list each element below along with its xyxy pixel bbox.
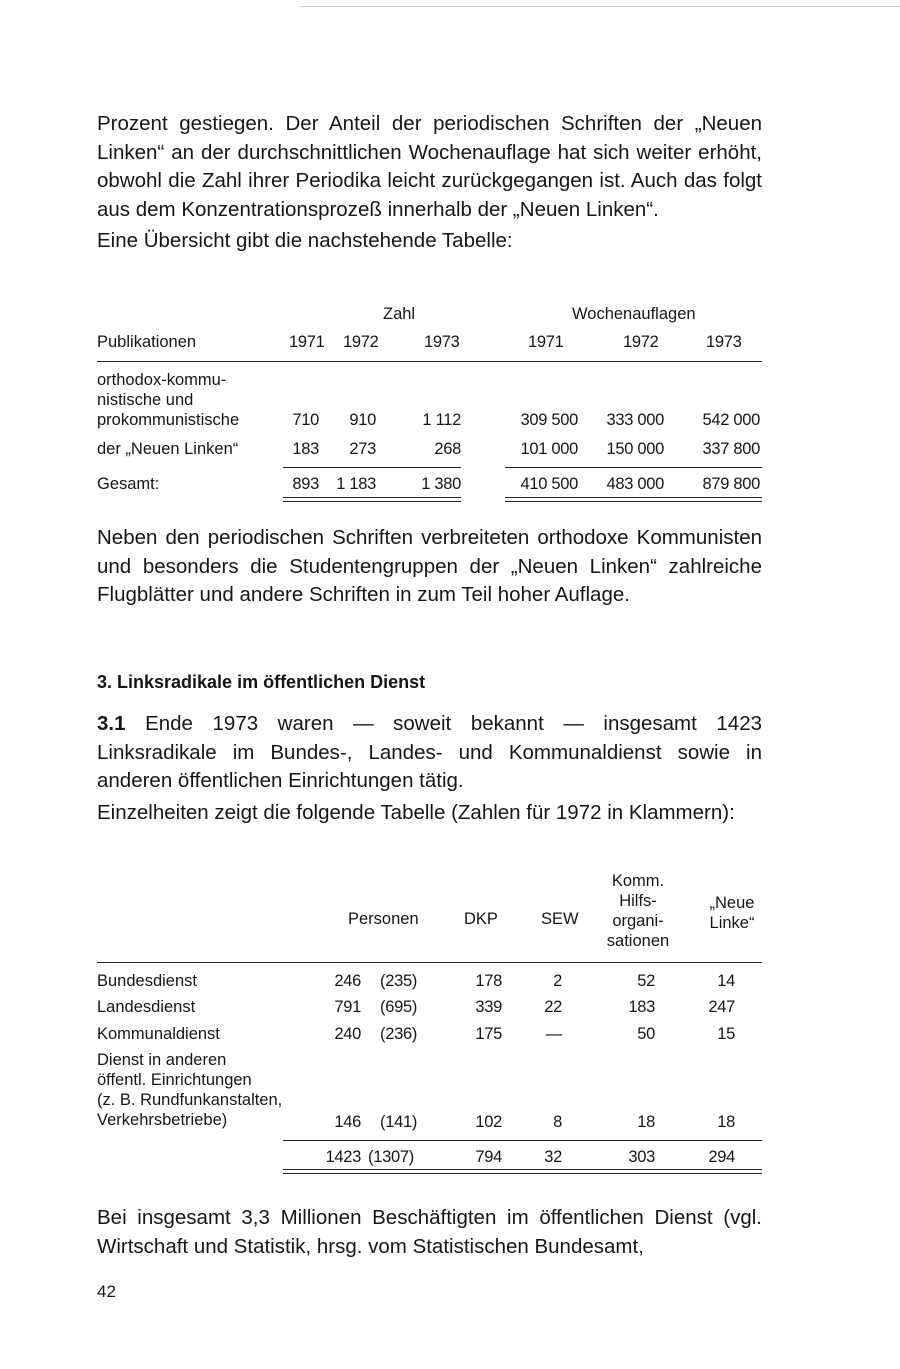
sum-rule-auflagen xyxy=(505,467,762,468)
row-landesdienst-label: Landesdienst xyxy=(97,998,196,1016)
row-bundesdienst-dkp: 178 xyxy=(475,972,502,990)
hdr-sew: SEW xyxy=(541,910,579,928)
row1-zahl-1971: 710 xyxy=(292,411,319,429)
row-other-label-line1: Dienst in anderen xyxy=(97,1051,227,1069)
section-paragraph-1-text: Ende 1973 waren — soweit bekannt — insgesamt 1423 Linksradikale im Bundes-, Landes- und Kommunaldienst sowie in anderen öffentlichen Einrichtungen tätig. xyxy=(97,712,762,792)
row1-auflage-1971: 309 500 xyxy=(520,411,578,429)
row-bundesdienst-sew: 2 xyxy=(553,972,562,990)
row-other-label-line4: Verkehrsbetriebe) xyxy=(97,1111,228,1129)
row-landesdienst-sew: 22 xyxy=(544,998,562,1016)
row-kommunaldienst-komm: 50 xyxy=(637,1025,655,1043)
year-zahl-1973: 1973 xyxy=(424,333,460,351)
row-bundesdienst-personen: 246 xyxy=(334,972,361,990)
total-zahl-1971: 893 xyxy=(292,475,319,493)
row-other-neue: 18 xyxy=(717,1113,735,1131)
row-kommunaldienst-sew: — xyxy=(545,1025,562,1043)
hdr-komm-line4: sationen xyxy=(606,932,670,950)
row1-zahl-1973: 1 112 xyxy=(422,411,461,429)
row-landesdienst-1972: (695) xyxy=(380,998,418,1016)
row-landesdienst-neue: 247 xyxy=(708,998,735,1016)
closing-paragraph: Bei insgesamt 3,3 Millionen Beschäftigten im öffentlichen Dienst (vgl. Wirtschaft und Statistik, hrsg. vom Statistischen Bundesamt, xyxy=(97,1206,762,1258)
row1-label-line1: orthodox-kommu- xyxy=(97,371,227,389)
row-other-1972: (141) xyxy=(380,1113,418,1131)
header-rule xyxy=(97,361,762,362)
row1-zahl-1972: 910 xyxy=(349,411,376,429)
intro-text xyxy=(97,110,762,256)
total-auflage-1971: 410 500 xyxy=(520,475,578,493)
section-paragraph-2: Einzelheiten zeigt die folgende Tabelle (Zahlen für 1972 in Klammern): xyxy=(97,800,735,824)
hdr-personen: Personen xyxy=(348,910,419,928)
row2-auflage-1973: 337 800 xyxy=(702,440,760,458)
year-zahl-1971: 1971 xyxy=(289,333,325,351)
total-personen: 1423 xyxy=(325,1148,361,1166)
section-paragraph-number: 3.1 xyxy=(97,712,126,735)
total-auflage-1972: 483 000 xyxy=(606,475,664,493)
group-wochenauflagen: Wochenauflagen xyxy=(572,305,696,323)
row1-label-line2: nistische und xyxy=(97,391,194,409)
row-other-label-line3: (z. B. Rundfunkanstalten, xyxy=(97,1091,283,1109)
row-other-personen: 146 xyxy=(334,1113,361,1131)
row-landesdienst-komm: 183 xyxy=(628,998,655,1016)
total-zahl-1972: 1 183 xyxy=(336,475,376,493)
total-komm: 303 xyxy=(628,1148,655,1166)
row2-auflage-1972: 150 000 xyxy=(606,440,664,458)
row2-zahl-1973: 268 xyxy=(434,440,461,458)
row1-auflage-1972: 333 000 xyxy=(606,411,664,429)
total-sew: 32 xyxy=(544,1148,562,1166)
total-dkp: 794 xyxy=(475,1148,502,1166)
hdr-komm-line1: Komm. xyxy=(611,872,665,890)
total-label: Gesamt: xyxy=(97,475,160,493)
row-bundesdienst-1972: (235) xyxy=(380,972,418,990)
total-double-underline-zahl xyxy=(283,501,461,502)
row-bundesdienst-neue: 14 xyxy=(717,972,735,990)
scan-edge-line xyxy=(300,6,900,7)
row-kommunaldienst-1972: (236) xyxy=(380,1025,418,1043)
sum-rule-zahl xyxy=(283,467,461,468)
row-other-dkp: 102 xyxy=(475,1113,502,1131)
table-intro: Eine Übersicht gibt die nachstehende Tabelle: xyxy=(97,229,513,252)
hdr-komm-line2: Hilfs- xyxy=(619,892,657,910)
total-neue: 294 xyxy=(708,1148,735,1166)
row-kommunaldienst-personen: 240 xyxy=(334,1025,361,1043)
row-kommunaldienst-label: Kommunaldienst xyxy=(97,1025,220,1043)
t2-header-rule xyxy=(97,962,762,963)
section-text xyxy=(97,710,762,827)
hdr-komm-line3: organi- xyxy=(612,912,664,930)
hdr-neue-line2: Linke“ xyxy=(709,914,755,932)
hdr-neue-line1: „Neue xyxy=(709,894,755,912)
row-other-komm: 18 xyxy=(637,1113,655,1131)
row2-label: der „Neuen Linken“ xyxy=(97,440,239,458)
row-other-label-line2: öffentl. Einrichtungen xyxy=(97,1071,252,1089)
year-zahl-1972: 1972 xyxy=(343,333,379,351)
middle-text xyxy=(97,524,762,610)
total-zahl-1973: 1 380 xyxy=(421,475,461,493)
row2-auflage-1971: 101 000 xyxy=(520,440,578,458)
section-paragraph-1 xyxy=(97,710,762,796)
row2-zahl-1972: 273 xyxy=(349,440,376,458)
year-auflage-1972: 1972 xyxy=(623,333,659,351)
total-double-underline-auflagen xyxy=(505,501,762,502)
total-underline-zahl xyxy=(283,497,461,498)
col-publikationen: Publikationen xyxy=(97,333,197,351)
t2-total-double-underline xyxy=(283,1173,762,1174)
closing-text xyxy=(97,1204,762,1261)
year-auflage-1971: 1971 xyxy=(528,333,564,351)
year-auflage-1973: 1973 xyxy=(706,333,742,351)
total-auflage-1973: 879 800 xyxy=(702,475,760,493)
total-1972: (1307) xyxy=(368,1148,414,1166)
row-bundesdienst-label: Bundesdienst xyxy=(97,972,197,990)
row-other-sew: 8 xyxy=(553,1113,562,1131)
row2-zahl-1971: 183 xyxy=(292,440,319,458)
hdr-dkp: DKP xyxy=(464,910,498,928)
page-number: 42 xyxy=(97,1282,116,1301)
section-heading: 3. Linksradikale im öffentlichen Dienst xyxy=(97,672,426,692)
t2-total-underline xyxy=(283,1169,762,1170)
total-underline-auflagen xyxy=(505,497,762,498)
row-kommunaldienst-neue: 15 xyxy=(717,1025,735,1043)
t2-sum-rule xyxy=(283,1140,762,1141)
group-zahl: Zahl xyxy=(383,305,416,323)
row1-label-line3: prokommunistische xyxy=(97,411,240,429)
row1-auflage-1973: 542 000 xyxy=(702,411,760,429)
middle-paragraph: Neben den periodischen Schriften verbreiteten orthodoxe Kommunisten und besonders die Studentengruppen der „Neuen Linken“ zahlreiche Flugblätter und andere Schriften in zum Teil hoher Auflage. xyxy=(97,526,762,606)
intro-paragraph: Prozent gestiegen. Der Anteil der periodischen Schriften der „Neuen Linken“ an der durchschnittlichen Wochenauflage hat sich weiter erhöht, obwohl die Zahl ihrer Periodika leicht zurückgegangen ist. Auch das folgt aus dem Konzentrationsprozeß innerhalb der „Neuen Linken“. xyxy=(97,112,762,221)
row-landesdienst-personen: 791 xyxy=(334,998,361,1016)
row-bundesdienst-komm: 52 xyxy=(637,972,655,990)
row-landesdienst-dkp: 339 xyxy=(475,998,502,1016)
row-kommunaldienst-dkp: 175 xyxy=(475,1025,502,1043)
